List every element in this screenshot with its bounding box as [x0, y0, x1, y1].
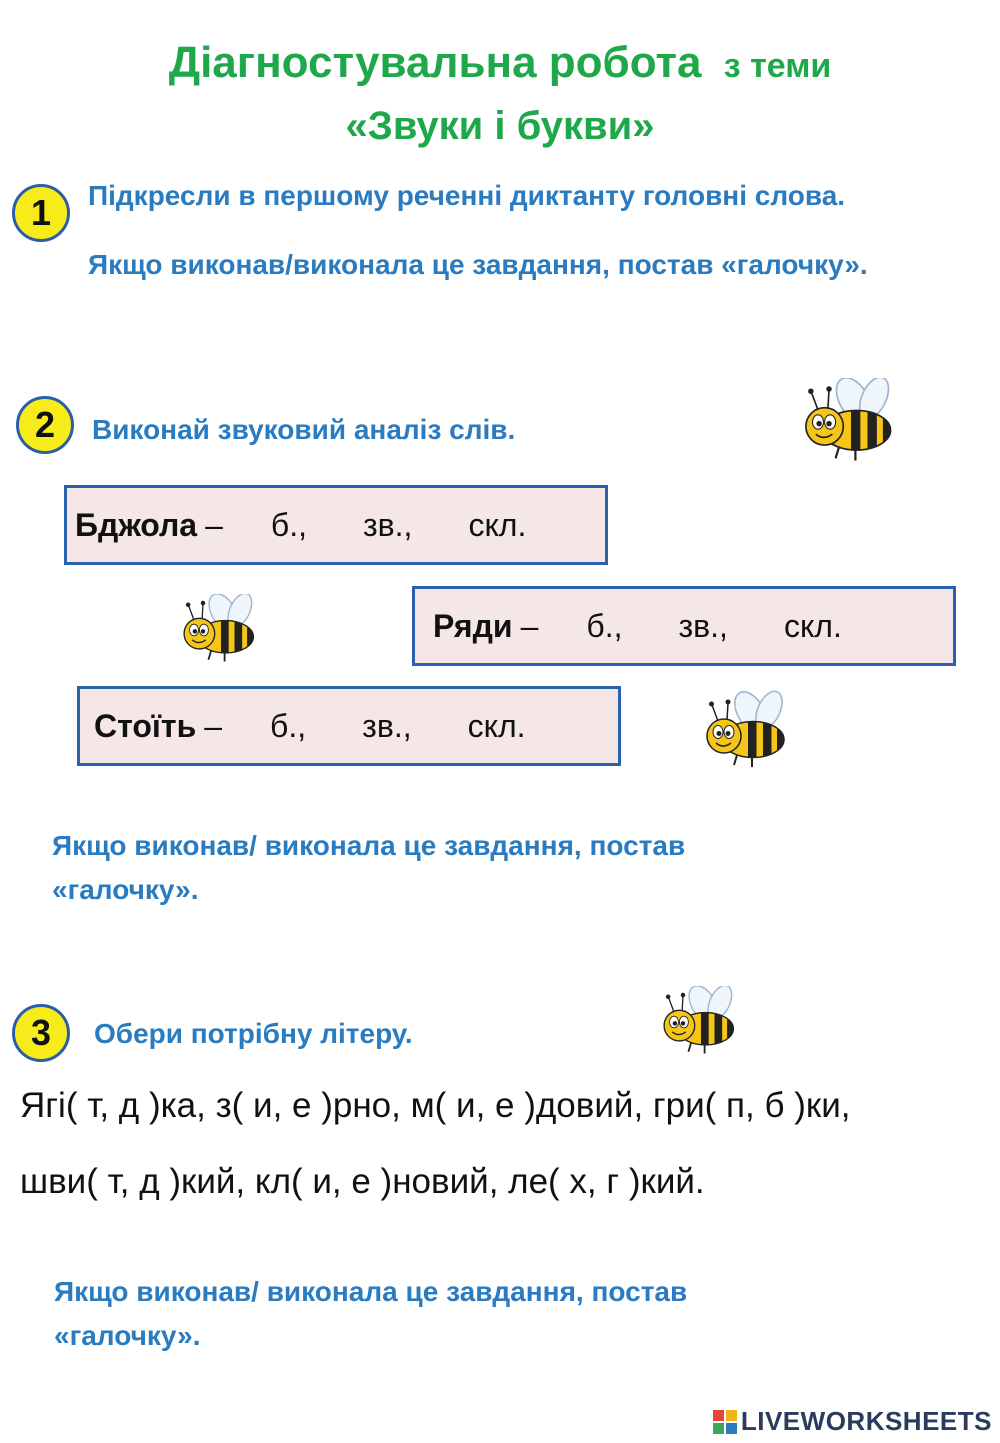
letters-count: б.,	[586, 607, 623, 644]
task2-number-badge: 2	[16, 396, 74, 454]
bee-icon	[796, 378, 906, 466]
word-dash: –	[520, 607, 539, 644]
bee-icon	[176, 594, 266, 666]
logo-text: LIVEWORKSHEETS	[740, 1406, 992, 1436]
sounds-count: зв.,	[362, 707, 412, 744]
task3-line-2[interactable]: шви( т, д )кий, кл( и, е )новий, ле( х, г )кий.	[20, 1162, 705, 1201]
syllables-count: скл.	[468, 506, 527, 543]
task3-line-1[interactable]: Ягі( т, д )ка, з( и, е )рно, м( и, е )довий, гри( п, б )ки,	[20, 1086, 851, 1125]
task2-check-note: Якщо виконав/ виконала це завдання, постав «галочку».	[52, 830, 686, 905]
task3-instruction: Обери потрібну літеру.	[94, 1018, 413, 1049]
sounds-count: зв.,	[678, 607, 728, 644]
page-title	[0, 38, 1000, 88]
task3-check-note: Якщо виконав/ виконала це завдання, постав «галочку».	[54, 1276, 688, 1351]
word-box-stoit[interactable]	[77, 686, 621, 766]
title-suffix: з теми	[723, 47, 832, 85]
sounds-count: зв.,	[362, 506, 413, 543]
word-label: Ряди	[433, 607, 513, 644]
letters-count: б.,	[270, 506, 307, 543]
syllables-count: скл.	[467, 707, 526, 744]
liveworksheets-logo	[713, 1406, 992, 1437]
syllables-count: скл.	[783, 607, 842, 644]
bee-icon	[656, 986, 746, 1058]
word-dash: –	[205, 506, 223, 543]
letters-count: б.,	[270, 707, 307, 744]
word-dash: –	[204, 707, 223, 744]
title-topic: «Звуки і букви»	[345, 104, 655, 148]
word-label: Стоїть	[94, 707, 197, 744]
logo-mark-icon	[713, 1410, 737, 1434]
bee-icon	[698, 682, 798, 782]
word-box-riady[interactable]	[412, 586, 956, 666]
task1-check-note: Якщо виконав/виконала це завдання, постав «галочку».	[88, 249, 868, 280]
task1-instruction: Підкресли в першому реченні диктанту головні слова.	[88, 180, 846, 211]
title-main: Діагностувальна робота	[168, 38, 702, 87]
word-label: Бджола	[75, 506, 198, 543]
word-box-bdzhola[interactable]	[64, 485, 608, 565]
task2-instruction: Виконай звуковий аналіз слів.	[92, 414, 516, 445]
task1-number-badge: 1	[12, 184, 70, 242]
task3-number-badge: 3	[12, 1004, 70, 1062]
